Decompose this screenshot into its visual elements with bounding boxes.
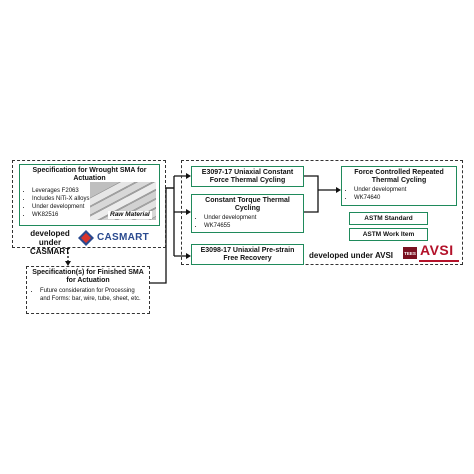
list-item: • WK82516 <box>32 211 156 219</box>
force-controlled-title: Force Controlled Repeated Thermal Cycling <box>354 169 444 184</box>
e3098-title: E3098-17 Uniaxial Pre-strain Free Recovery <box>200 246 295 262</box>
constant-torque-title: Constant Torque Thermal Cycling <box>205 197 290 212</box>
list-item: • Under development <box>204 214 300 222</box>
force-controlled-box <box>341 166 457 206</box>
legend-astm-work-item <box>349 228 428 241</box>
casmart-logo-mark <box>78 230 94 246</box>
e3097-title: E3097-17 Uniaxial Constant Force Thermal Cycling <box>201 168 294 184</box>
list-item: • Under development <box>32 203 156 211</box>
e3098-standard-box <box>191 244 304 265</box>
list-item: • WK74640 <box>354 194 453 202</box>
casmart-logo <box>78 230 160 246</box>
developed-under-avsi-label: developed under AVSI <box>309 251 394 260</box>
avsi-logo-text: AVSI <box>420 242 454 258</box>
legend-astm-standard <box>349 212 428 225</box>
legend-astm-work-item-label: ASTM Work Item <box>362 230 415 238</box>
list-item: • Under development <box>354 186 453 194</box>
tees-logo-text: TEES <box>404 250 416 256</box>
avsi-logo <box>419 243 459 262</box>
developed-under-casmart-label: developed under CASMART <box>30 229 70 256</box>
legend-astm-standard-label: ASTM Standard <box>364 214 413 222</box>
constant-torque-box <box>191 194 304 233</box>
list-item: • Future consideration for Processing and Forms: bar, wire, tube, sheet, etc. <box>40 287 145 303</box>
finished-sma-spec-box <box>26 266 150 314</box>
list-item: • Leverages F2063 <box>32 187 156 195</box>
finished-sma-spec-title: Specification(s) for Finished SMA for Actuation <box>32 269 144 284</box>
constant-torque-bullets <box>195 214 300 230</box>
casmart-logo-text: CASMART <box>97 232 150 243</box>
list-item: • WK74655 <box>204 222 300 230</box>
raw-material-caption: Raw Material <box>110 211 150 218</box>
finished-sma-spec-bullets <box>31 287 145 303</box>
force-controlled-bullets <box>345 186 453 202</box>
wrought-sma-spec-box <box>19 164 160 226</box>
tees-logo <box>403 247 417 259</box>
wrought-sma-spec-title: Specification for Wrought SMA for Actuation <box>32 167 147 182</box>
e3097-standard-box <box>191 166 304 187</box>
list-item: • Includes NiTi-X alloys <box>32 195 156 203</box>
